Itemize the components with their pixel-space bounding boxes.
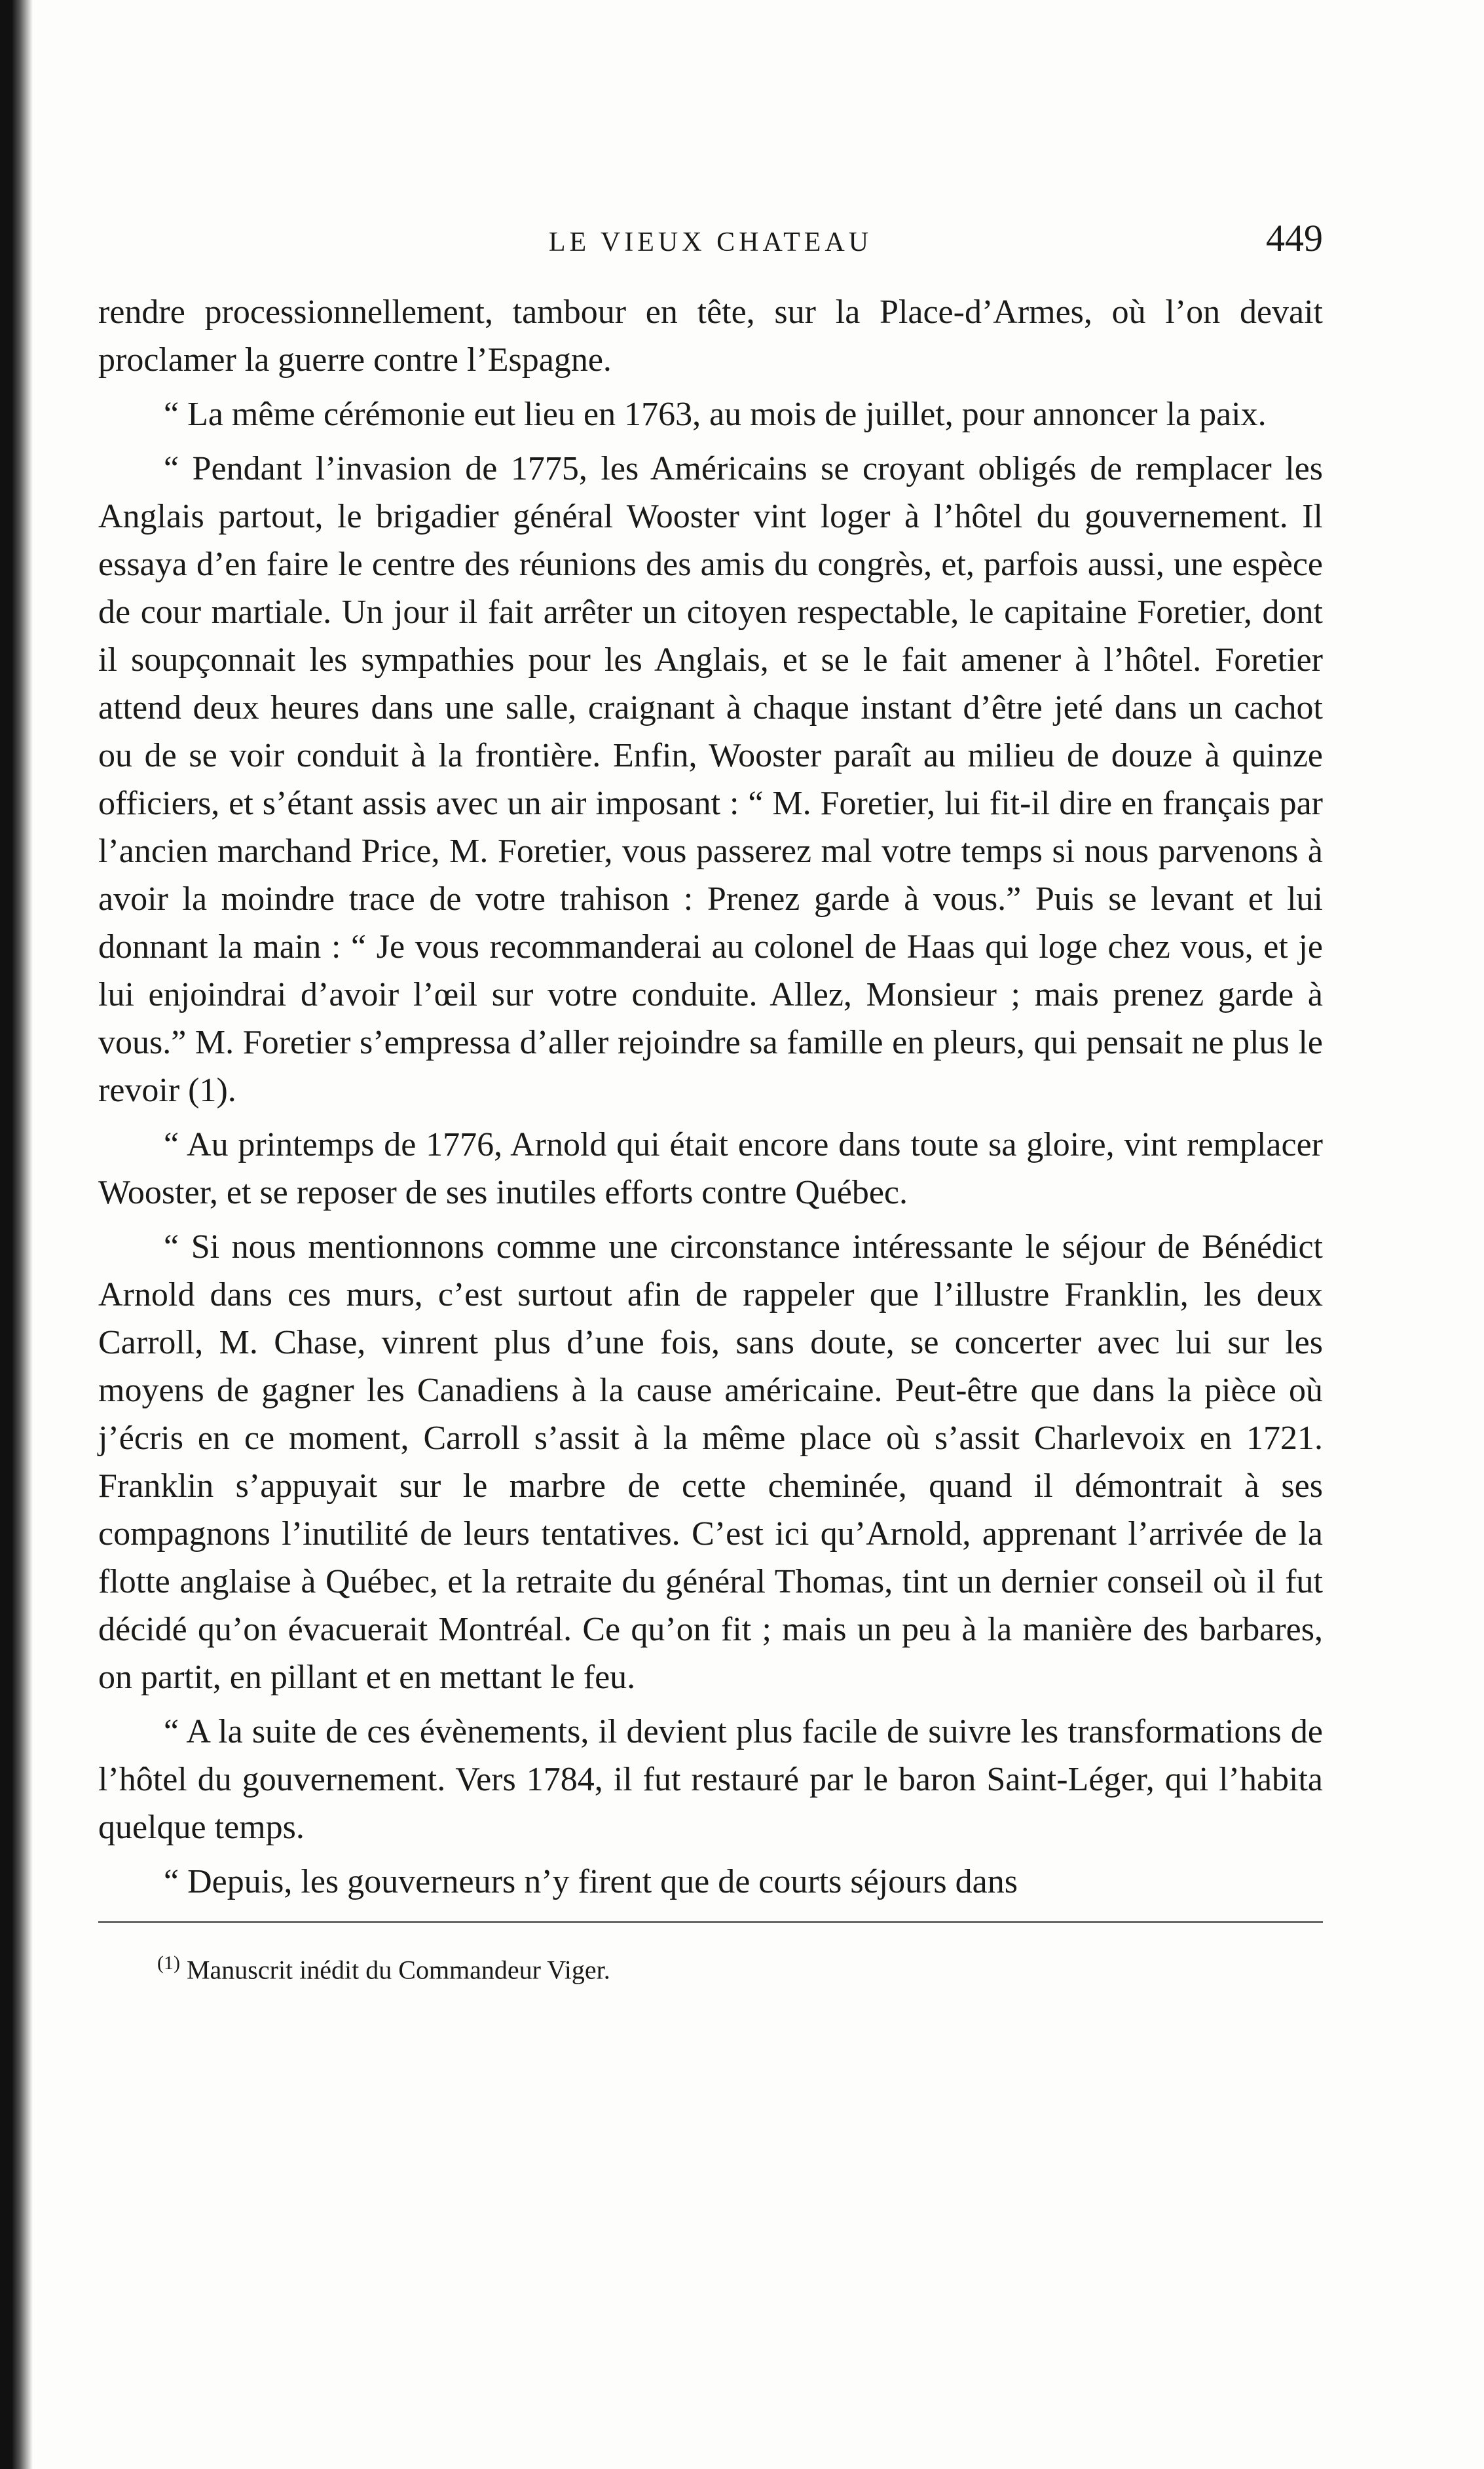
running-head-title: LE VIEUX CHATEAU xyxy=(548,227,873,257)
paragraph-invasion-1775: “ Pendant l’invasion de 1775, les Américains se croyant obligés de remplacer les Anglais partout, le brigadier général Wooster vint loger à l’hôtel du gouvernement. Il essaya d’en faire le centre des réunions des amis du congrès, et, parfois aussi, une espèce de cour martiale. Un jour il fait arrêter un citoyen respectable, le capitaine Foretier, dont il soupçonnait les sympathies pour les Anglais, et se le fait amener à l’hôtel. Foretier attend deux heures dans une salle, craignant à chaque instant d’être jeté dans un cachot ou de se voir conduit à la frontière. Enfin, Wooster paraît au milieu de douze à quinze officiers, et s’étant assis avec un air imposant : “ M. Foretier, lui fit-il dire en français par l’ancien marchand Price, M. Foretier, vous passerez mal votre temps si nous parvenons à avoir la moindre trace de votre trahison : Prenez garde à vous.” Puis se levant et lui donnant la main : “ Je vous recommanderai au colonel de Haas qui loge chez vous, et je lui enjoindrai d’avoir l’œil sur votre conduite. Allez, Monsieur ; mais prenez garde à vous.” M. Foretier s’empressa d’aller rejoindre sa famille en pleurs, qui pensait ne plus le revoir (1). xyxy=(98,450,1323,1109)
footnote-text: Manuscrit inédit du Commandeur Viger. xyxy=(186,1955,610,1985)
paragraph-ceremony-1763: “ La même cérémonie eut lieu en 1763, au mois de juillet, pour annoncer la paix. xyxy=(164,396,1267,433)
paragraph-franklin-visit: “ Si nous mentionnons comme une circonstance intéressante le séjour de Bénédict Arnold dans ces murs, c’est surtout afin de rappeler que l’illustre Franklin, les deux Carroll, M. Chase, vinrent plus d’une fois, sans doute, se concerter avec lui sur les moyens de gagner les Canadiens à la cause américaine. Peut-être que dans la pièce où j’écris en ce moment, Carroll s’assit à la même place où s’assit Charlevoix en 1721. Franklin s’appuyait sur le marbre de cette cheminée, quand il démontrait à ses compagnons l’inutilité de leurs tentatives. C’est ici qu’Arnold, apprenant l’arrivée de la flotte anglaise à Québec, et la retraite du général Thomas, tint un dernier conseil où il fut décidé qu’on évacuerait Montréal. Ce qu’on fit ; mais un peu à la manière des barbares, on partit, en pillant et en mettant le feu. xyxy=(98,1228,1323,1696)
footnote xyxy=(98,1945,1323,1988)
paragraph-gouverneurs: “ Depuis, les gouverneurs n’y firent que de courts séjours dans xyxy=(164,1863,1018,1900)
binding-edge-shadow xyxy=(0,0,33,2469)
footnote-rule xyxy=(98,1921,1323,1923)
running-head xyxy=(98,216,1323,269)
paragraph-continuation: rendre processionnellement, tambour en tête, sur la Place-d’Armes, où l’on devait proclamer la guerre contre l’Espagne. xyxy=(98,293,1323,379)
book-page xyxy=(98,216,1323,1988)
footnote-mark: (1) xyxy=(157,1952,180,1974)
page-number: 449 xyxy=(1266,217,1323,259)
paragraph-transformations: “ A la suite de ces évènements, il devient plus facile de suivre les transformations de l’hôtel du gouvernement. Vers 1784, il fut restauré par le baron Saint-Léger, qui l’habita quelque temps. xyxy=(98,1713,1323,1846)
paragraph-arnold-1776: “ Au printemps de 1776, Arnold qui était encore dans toute sa gloire, vint remplacer Wooster, et se reposer de ses inutiles efforts contre Québec. xyxy=(98,1126,1323,1211)
body-text xyxy=(98,288,1323,1906)
